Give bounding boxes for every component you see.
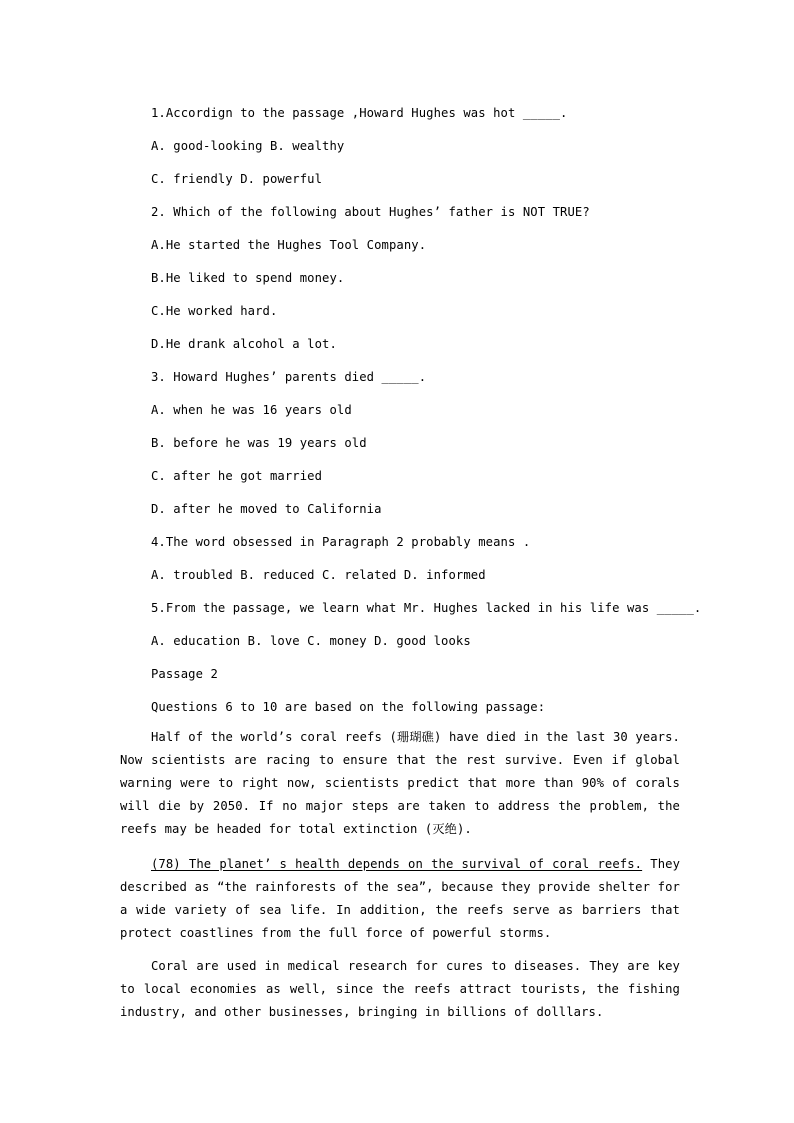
question-2-stem: 2. Which of the following about Hughes’ father is NOT TRUE? — [151, 205, 590, 219]
passage-2-paragraph-1 — [120, 726, 680, 841]
question-3-option-c: C. after he got married — [151, 469, 323, 483]
question-3-stem: 3. Howard Hughes’ parents died _____. — [151, 370, 427, 384]
passage-2-paragraph-2 — [120, 853, 680, 945]
question-3-option-d: D. after he moved to California — [151, 502, 382, 516]
passage-2-heading: Passage 2 — [151, 667, 218, 681]
passage-2-intro: Questions 6 to 10 are based on the following passage: — [151, 700, 546, 714]
paragraph-1-text: Half of the world’s coral reefs (珊瑚礁) have died in the last 30 years. Now scientists are racing to ensure that the rest survive. Even if global warning were to right now, scientists predict that more than 90% of corals will die by 2050. If no major steps are taken to address the problem, the reefs may be headed for total extinction (灭绝). — [120, 730, 680, 836]
question-5-options: A. education B. love C. money D. good looks — [151, 634, 471, 648]
question-3-option-b: B. before he was 19 years old — [151, 436, 367, 450]
question-2-option-d: D.He drank alcohol a lot. — [151, 337, 337, 351]
passage-2-paragraph-3 — [120, 955, 680, 1024]
question-5-stem: 5.From the passage, we learn what Mr. Hughes lacked in his life was _____. — [151, 601, 702, 615]
question-3-option-a: A. when he was 16 years old — [151, 403, 352, 417]
question-1-options-cd: C. friendly D. powerful — [151, 172, 323, 186]
paragraph-3-text: Coral are used in medical research for cures to diseases. They are key to local economies as well, since the reefs attract tourists, the fishing industry, and other businesses, bringing in billions of dolllars. — [120, 959, 680, 1019]
question-1-options-ab: A. good-looking B. wealthy — [151, 139, 345, 153]
question-2-option-c: C.He worked hard. — [151, 304, 278, 318]
underlined-sentence-78: (78) The planet’ s health depends on the survival of coral reefs. — [151, 857, 643, 871]
question-1-stem: 1.Accordign to the passage ,Howard Hughes was hot _____. — [151, 106, 568, 120]
paragraph-2-text: They described as “the rainforests of the sea”, because they provide shelter for a wide variety of sea life. In addition, the reefs serve as barriers that protect coastlines from the full force of powerful storms. — [120, 857, 681, 940]
question-4-options: A. troubled B. reduced C. related D. informed — [151, 568, 486, 582]
question-4-stem: 4.The word obsessed in Paragraph 2 probably means . — [151, 535, 531, 549]
question-2-option-a: A.He started the Hughes Tool Company. — [151, 238, 427, 252]
question-2-option-b: B.He liked to spend money. — [151, 271, 345, 285]
